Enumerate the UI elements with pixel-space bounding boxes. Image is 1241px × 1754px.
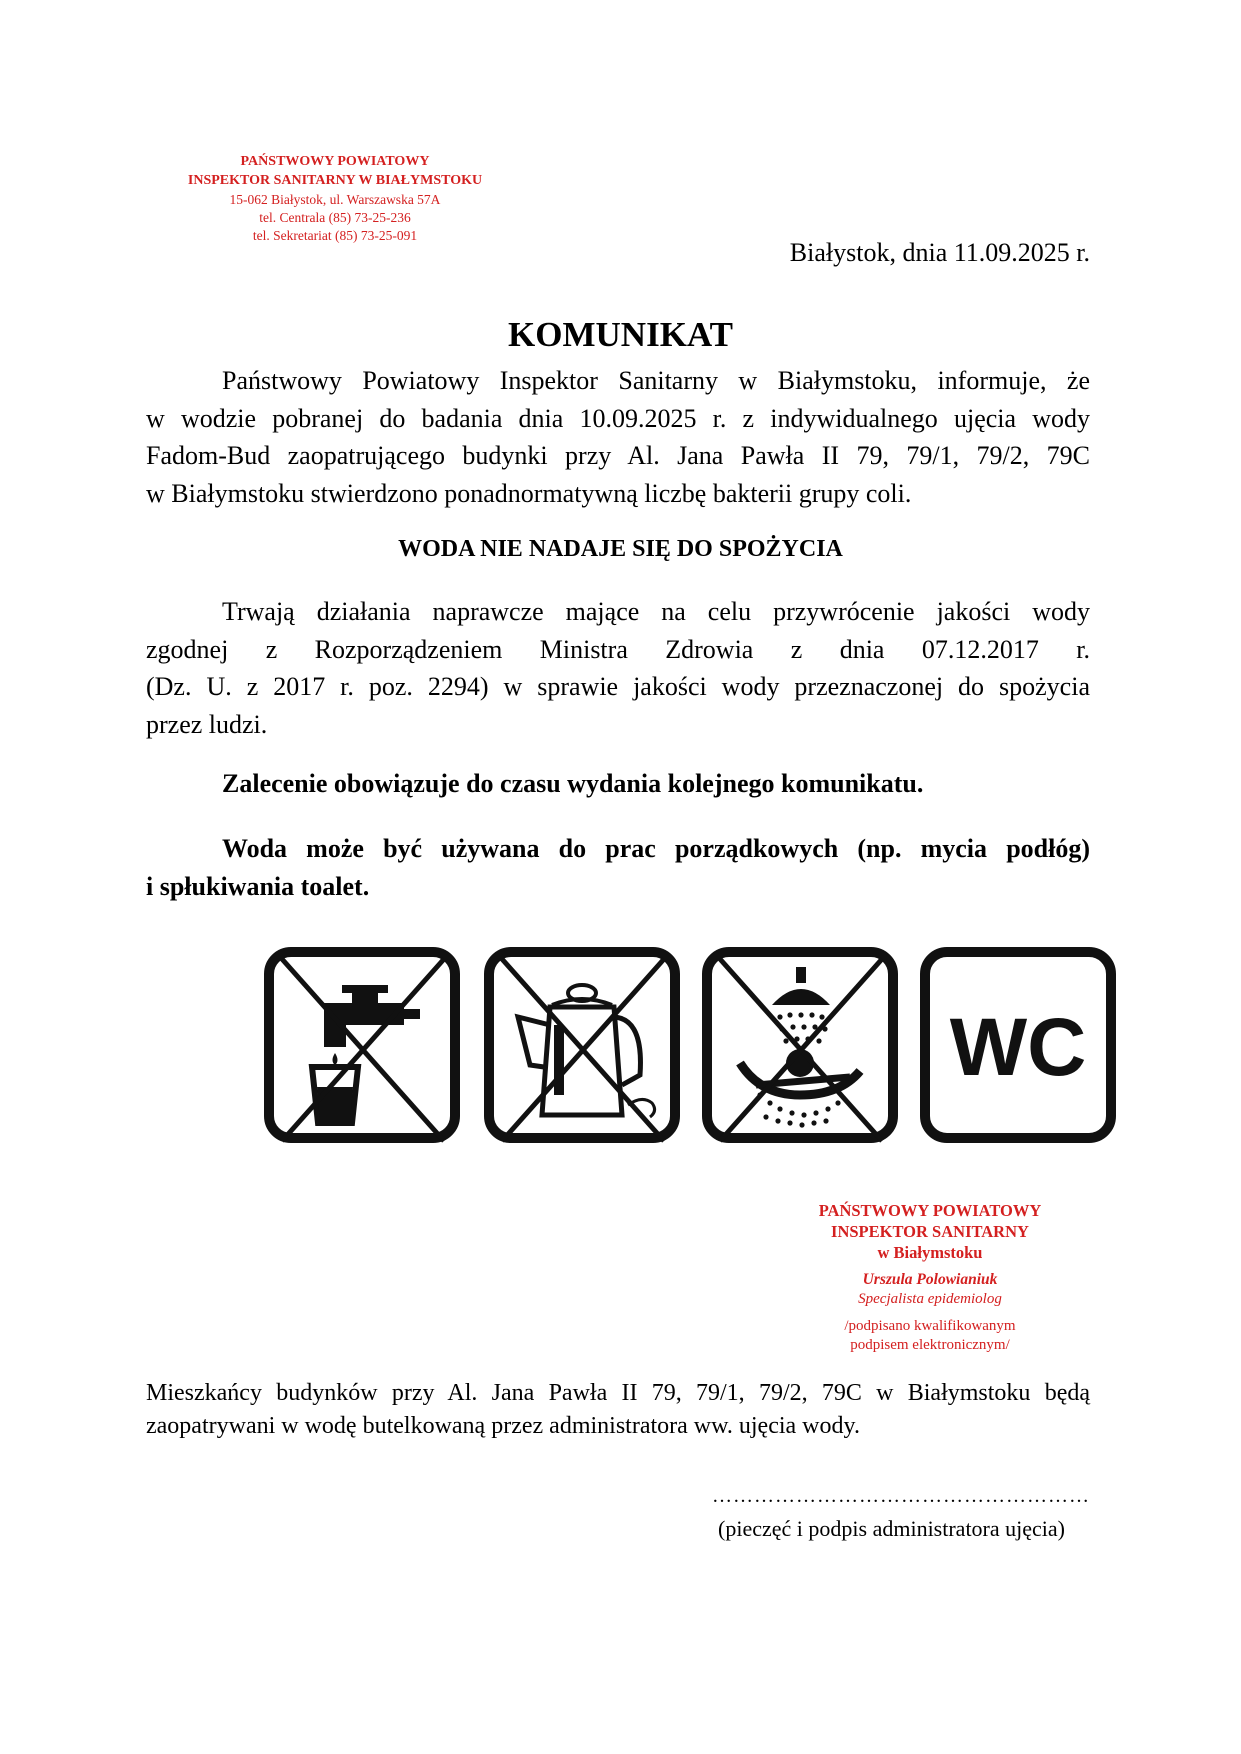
signature-stamp-line1: PAŃSTWOWY POWIATOWY (818, 1201, 1042, 1220)
signature-stamp-line3: w Białymstoku (877, 1243, 983, 1262)
signatory-role: Specjalista epidemiolog (858, 1291, 1002, 1307)
header-stamp-phone-secretariat: tel. Sekretariat (85) 73-25-091 (252, 228, 418, 243)
paragraph-line: zgodnej z Rozporządzeniem Ministra Zdrowia z dnia 07.12.2017 r. (146, 634, 1090, 664)
document-title: KOMUNIKAT (508, 315, 733, 354)
no-bathing-icon (700, 945, 900, 1145)
signature-dotted-line: ……………………………………………… (712, 1485, 1090, 1507)
paragraph-water-test (146, 362, 1090, 512)
signature-stamp-line2: INSPEKTOR SANITARNY (831, 1222, 1029, 1241)
residents-line: zaopatrywani w wodę butelkowaną przez administratora ww. ujęcia wody. (146, 1413, 860, 1439)
header-stamp (150, 152, 520, 245)
signature-note-line2: podpisem elektronicznym/ (850, 1337, 1010, 1353)
signatory-name: Urszula Polowianiuk (862, 1271, 998, 1288)
usage-line: Woda może być używana do prac porządkowych (np. mycia podłóg) (222, 834, 1090, 863)
signature-stamp (720, 1200, 1140, 1355)
usage-line: i spłukiwania toalet. (146, 872, 370, 901)
paragraph-line: Fadom-Bud zaopatrującego budynki przy Al. Jana Pawła II 79, 79/1, 79/2, 79C (146, 441, 1090, 470)
wc-label: WC (949, 1002, 1087, 1093)
paragraph-line: (Dz. U. z 2017 r. poz. 2294) w sprawie jakości wody przeznaczonej do spożycia (146, 672, 1090, 701)
header-stamp-phone-central: tel. Centrala (85) 73-25-236 (259, 210, 411, 225)
header-stamp-address: 15-062 Białystok, ul. Warszawska 57A (229, 192, 441, 207)
usage-note (146, 830, 1090, 906)
paragraph-line: w Białymstoku stwierdzono ponadnormatywną liczbę bakterii grupy coli. (146, 478, 912, 508)
header-stamp-line1: PAŃSTWOWY POWIATOWY (240, 154, 430, 169)
no-kettle-cooking-icon (482, 945, 682, 1145)
paragraph-line: w wodzie pobranej do badania dnia 10.09.2025 r. z indywidualnego ujęcia wody (146, 403, 1090, 433)
residents-note (146, 1377, 1090, 1443)
warning-heading: WODA NIE NADAJE SIĘ DO SPOŻYCIA (398, 536, 843, 562)
header-stamp-line2: INSPEKTOR SANITARNY W BIAŁYMSTOKU (187, 173, 483, 188)
document-date: Białystok, dnia 11.09.2025 r. (789, 238, 1090, 267)
paragraph-corrective-actions (146, 593, 1090, 743)
paragraph-line: Państwowy Powiatowy Inspektor Sanitarny w Białymstoku, informuje, że (222, 366, 1090, 395)
pictogram-row (262, 945, 1122, 1145)
recommendation-note: Zalecenie obowiązuje do czasu wydania kolejnego komunikatu. (222, 769, 924, 798)
paragraph-line: przez ludzi. (146, 709, 268, 739)
signature-caption: (pieczęć i podpis administratora ujęcia) (718, 1516, 1065, 1541)
signature-note-line1: /podpisano kwalifikowanym (844, 1318, 1016, 1334)
residents-line: Mieszkańcy budynków przy Al. Jana Pawła II 79, 79/1, 79/2, 79C w Białymstoku będą (146, 1380, 1090, 1406)
wc-icon (918, 945, 1118, 1145)
paragraph-line: Trwają działania naprawcze mające na celu przywrócenie jakości wody (222, 597, 1090, 626)
no-drinking-water-icon (262, 945, 462, 1145)
